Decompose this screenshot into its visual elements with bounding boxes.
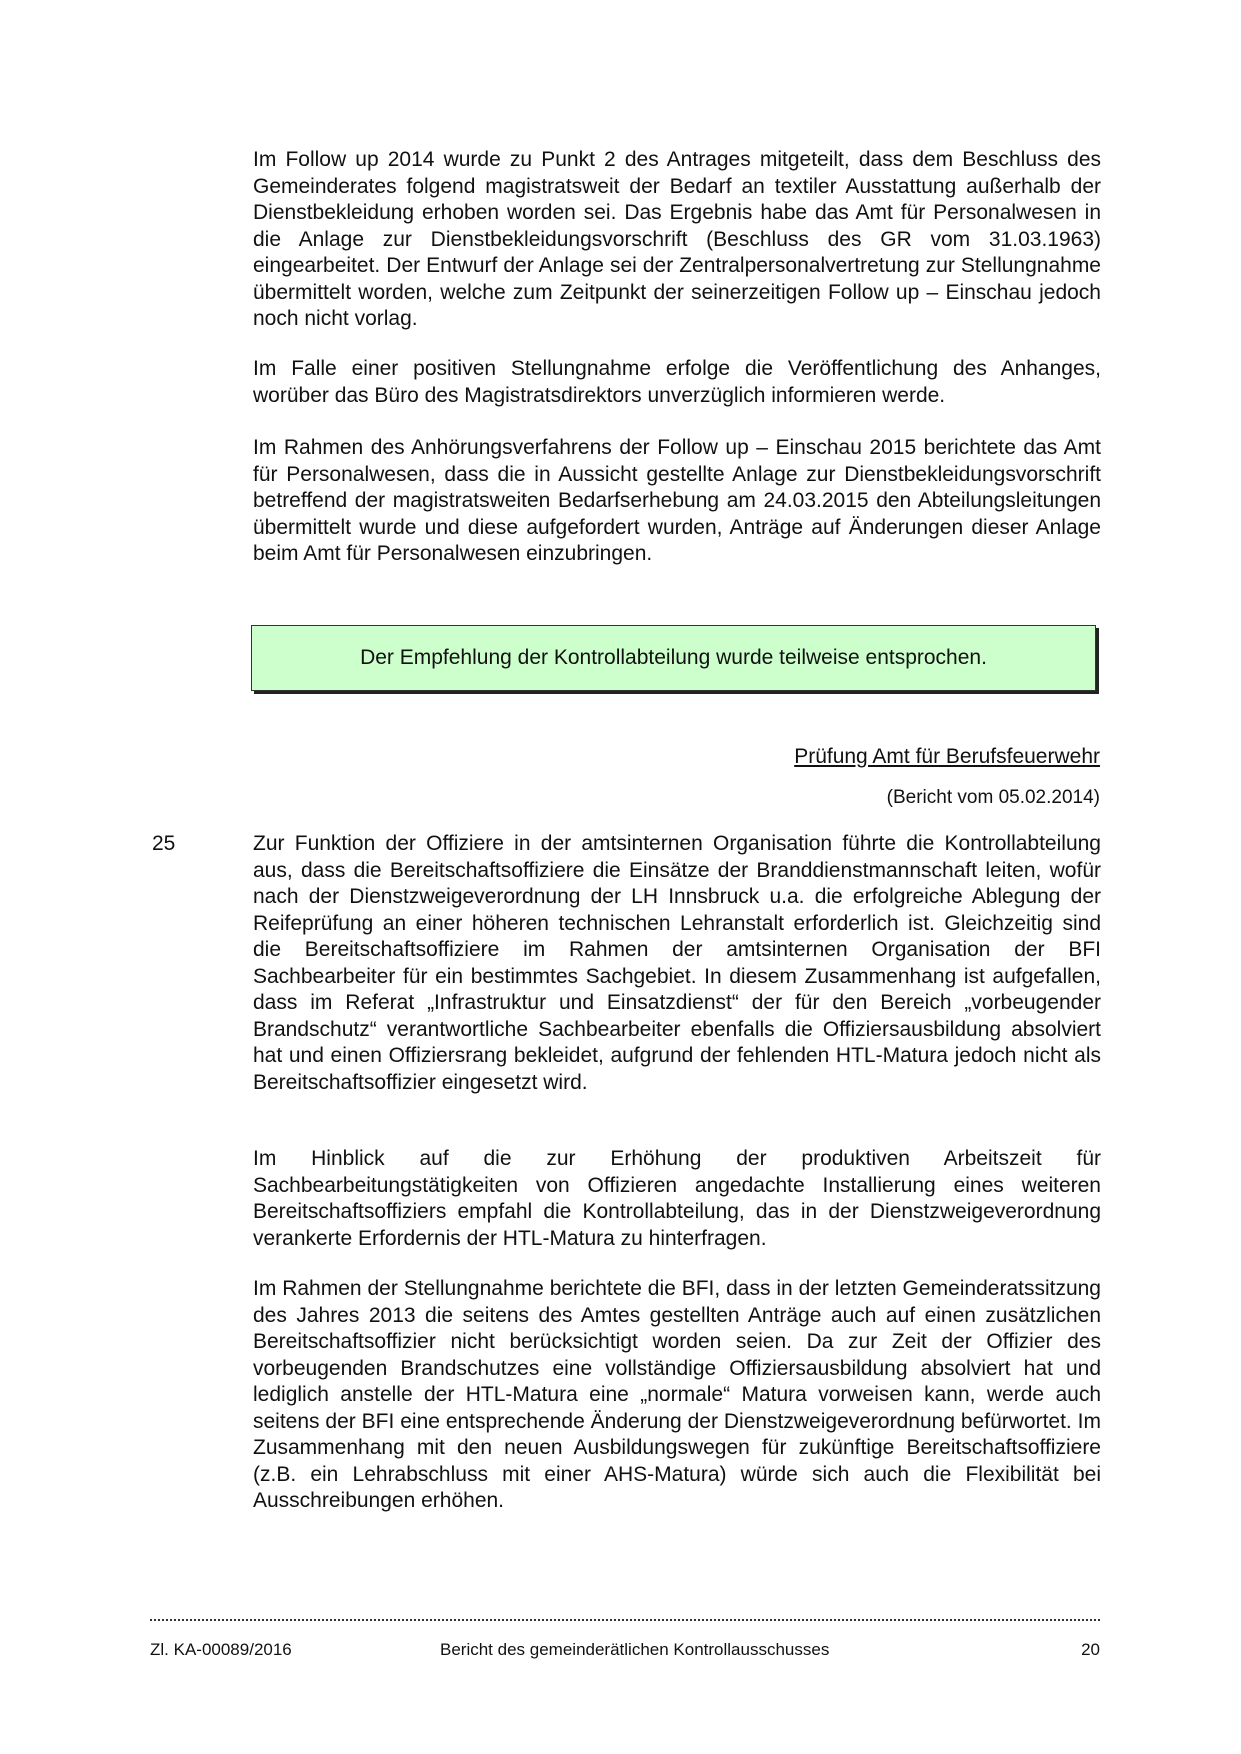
footer-reference: Zl. KA-00089/2016 (150, 1640, 292, 1659)
recommendation-box (251, 625, 1096, 691)
body-paragraph: Zur Funktion der Offiziere in der amtsinternen Organisation führte die Kontrollabteilung aus, dass die Bereitschaftsoffiziere die Einsätze der Branddienstmannschaft leiten, wofür nach der Dienstzweigeverordnung der LH Innsbruck u.a. die erfolgreiche Ablegung der Reifeprüfung an einer höheren technischen Lehranstalt erforderlich ist. Gleichzeitig sind die Bereitschaftsoffiziere im Rahmen der amtsinternen Organisation der BFI Sachbearbeiter für ein bestimmtes Sachgebiet. In diesem Zusammenhang ist aufgefallen, dass im Referat „Infrastruktur und Einsatzdienst“ der für den Bereich „vorbeugender Brandschutz“ verantwortliche Sachbearbeiter ebenfalls die Offiziersausbildung absolviert hat und einen Offiziersrang bekleidet, aufgrund der fehlenden HTL-Matura jedoch nicht als Bereitschaftsoffizier eingesetzt wird. (253, 832, 1101, 1094)
body-paragraph: Im Rahmen des Anhörungsverfahrens der Follow up – Einschau 2015 berichtete das Amt für Personalwesen, dass die in Aussicht gestellte Anlage zur Dienstbekleidungsvorschrift betreffend der magistratsweiten Bedarfserhebung am 24.03.2015 den Abteilungsleitungen übermittelt wurde und diese aufgefordert wurden, Anträge auf Änderungen dieser Anlage beim Amt für Personalwesen einzubringen. (253, 436, 1101, 565)
recommendation-text: Der Empfehlung der Kontrollabteilung wurde teilweise entsprochen. (360, 646, 987, 669)
section-subtitle: (Bericht vom 05.02.2014) (886, 787, 1100, 808)
footer-page-number: 20 (1081, 1640, 1100, 1659)
body-paragraph: Im Follow up 2014 wurde zu Punkt 2 des Antrages mitgeteilt, dass dem Beschluss des Gemeinderates folgend magistratsweit der Bedarf an textiler Ausstattung außerhalb der Dienstbekleidung erhoben worden sei. Das Ergebnis habe das Amt für Personalwesen in die Anlage zur Dienstbekleidungsvorschrift (Beschluss des GR vom 31.03.1963) eingearbeitet. Der Entwurf der Anlage sei der Zentralpersonalvertretung zur Stellungnahme übermittelt worden, welche zum Zeitpunkt der seinerzeitigen Follow up – Einschau jedoch noch nicht vorlag. (253, 148, 1101, 330)
paragraph-follow-up-2014 (253, 147, 1101, 333)
item-paragraph-1 (253, 831, 1101, 1096)
item-paragraph-2 (253, 1146, 1101, 1252)
body-paragraph: Im Falle einer positiven Stellungnahme erfolge die Veröffentlichung des Anhanges, worüber das Büro des Magistratsdirektors unverzüglich informieren werde. (253, 357, 1101, 407)
body-paragraph: Im Hinblick auf die zur Erhöhung der produktiven Arbeitszeit für Sachbearbeitungstätigkeiten von Offizieren angedachte Installierung eines weiteren Bereitschaftsoffiziers empfahl die Kontrollabteilung, das in der Dienstzweigeverordnung verankerte Erfordernis der HTL-Matura zu hinterfragen. (253, 1147, 1101, 1250)
footer-title: Bericht des gemeinderätlichen Kontrollausschusses (440, 1640, 830, 1659)
item-number: 25 (152, 832, 176, 855)
item-paragraph-3 (253, 1276, 1101, 1515)
body-paragraph: Im Rahmen der Stellungnahme berichtete die BFI, dass in der letzten Gemeinderatssitzung des Jahres 2013 die seitens des Amtes gestellten Anträge auch auf einen zusätzlichen Bereitschaftsoffizier nicht berücksichtigt worden seien. Da zur Zeit der Offizier des vorbeugenden Brandschutzes eine vollständige Offiziersausbildung absolviert hat und lediglich anstelle der HTL-Matura eine „normale“ Matura vorweisen kann, werde auch seitens der BFI eine entsprechende Änderung der Dienstzweigeverordnung befürwortet. Im Zusammenhang mit den neuen Ausbildungswegen für zukünftige Bereitschaftsoffiziere (z.B. ein Lehrabschluss mit einer AHS-Matura) würde sich auch die Flexibilität bei Ausschreibungen erhöhen. (253, 1277, 1101, 1512)
paragraph-positive-statement (253, 356, 1101, 409)
section-title: Prüfung Amt für Berufsfeuerwehr (794, 745, 1100, 768)
footer-divider (150, 1619, 1100, 1621)
paragraph-follow-up-2015 (253, 435, 1101, 568)
